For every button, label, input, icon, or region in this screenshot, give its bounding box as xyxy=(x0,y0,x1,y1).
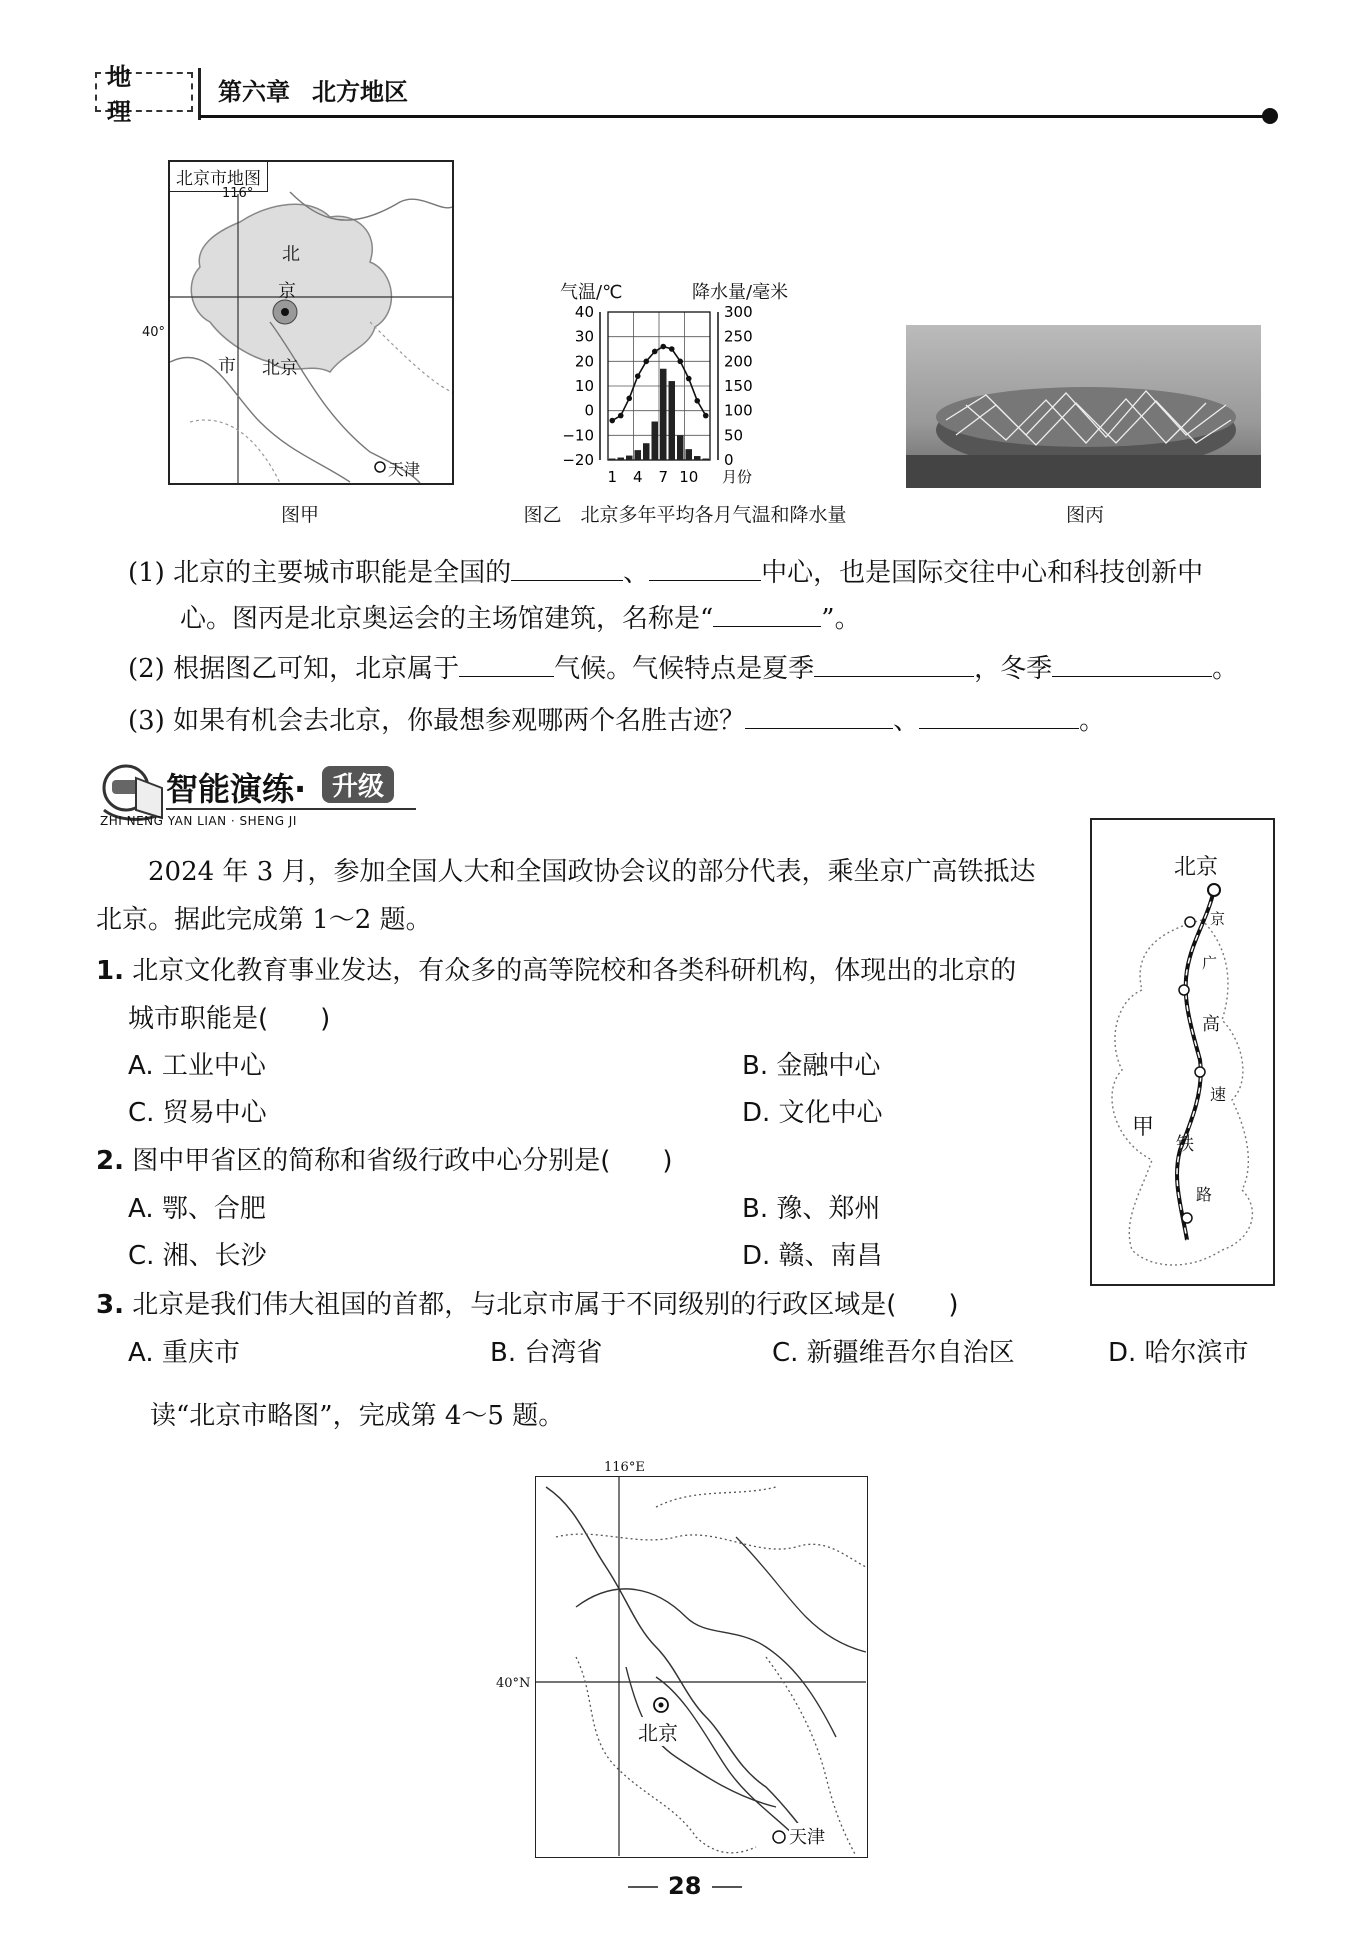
temperature-point-7 xyxy=(660,344,666,350)
precip-bar-8 xyxy=(669,381,676,460)
temperature-point-8 xyxy=(669,346,675,352)
fig-jia-caption: 图甲 xyxy=(280,504,319,526)
q2-option-c[interactable]: C. 湘、长沙 xyxy=(128,1241,267,1271)
chart-y-right-tick: 100 xyxy=(724,401,753,420)
q3-option-a[interactable]: A. 重庆市 xyxy=(128,1338,240,1368)
rail-map-drawing xyxy=(1092,820,1273,1284)
chart-y-left-tick: 40 xyxy=(574,303,594,321)
q1-blank-1[interactable] xyxy=(511,548,623,581)
fig-jia-lat-label: 40° xyxy=(142,325,166,340)
rail-map-beijing: 北京 xyxy=(1174,855,1219,880)
chart-y-left-tick: −20 xyxy=(562,451,594,469)
chart-y-left-tick: 20 xyxy=(574,352,594,371)
banner-title: 智能演练· xyxy=(166,770,307,808)
precip-bar-3 xyxy=(626,456,633,460)
page-number: 28 xyxy=(668,1872,702,1900)
passage-line-1: 2024 年 3 月，参加全国人大和全国政协会议的部分代表，乘坐京广高铁抵达 xyxy=(148,857,1036,887)
chart-y-right-tick: 50 xyxy=(724,426,744,445)
intro-q3: (3) 如果有机会去北京，你最想参观哪两个名胜古迹？ 、 。 xyxy=(128,696,1105,745)
chart-x-axis-label: 月份 xyxy=(722,468,753,486)
precip-bar-4 xyxy=(635,450,642,460)
chart-y-left-tick: 0 xyxy=(584,401,594,420)
temperature-point-10 xyxy=(686,376,692,382)
sketch-map-lon-label: 116°E xyxy=(604,1460,645,1475)
chart-y-left-tick: 10 xyxy=(574,377,594,395)
precip-bar-5 xyxy=(643,443,650,460)
chart-y-right-tick: 200 xyxy=(724,352,753,371)
subject-label: 地 理 xyxy=(95,72,193,112)
fig-jia-city-beijing: 北京 xyxy=(262,358,298,379)
rail-map-guang: 广 xyxy=(1202,954,1218,972)
fig-jia-label-jing: 京 xyxy=(278,281,296,302)
temperature-point-9 xyxy=(677,359,683,365)
q1-option-c[interactable]: C. 贸易中心 xyxy=(128,1098,267,1128)
page-number-rule-left xyxy=(628,1886,658,1888)
chart-y-right-tick: 250 xyxy=(724,327,753,346)
fig-jia-map xyxy=(168,160,454,485)
question-3-stem: 3. 北京是我们伟大祖国的首都，与北京市属于不同级别的行政区域是( ) xyxy=(96,1290,959,1320)
chart-x-tick: 1 xyxy=(607,468,618,486)
q3-option-d[interactable]: D. 哈尔滨市 xyxy=(1108,1338,1249,1368)
header-rule xyxy=(200,115,1270,118)
chart-y-left-tick: −10 xyxy=(562,426,594,445)
temperature-point-4 xyxy=(635,373,641,379)
q1-option-a[interactable]: A. 工业中心 xyxy=(128,1051,266,1081)
q1-blank-2[interactable] xyxy=(649,548,761,581)
header-rule-dot xyxy=(1262,108,1278,124)
rail-map-jia: 甲 xyxy=(1132,1115,1155,1140)
question-1-stem: 1. 北京文化教育事业发达，有众多的高等院校和各类科研机构，体现出的北京的 xyxy=(96,956,1017,986)
sketch-map-city-beijing: 北京 xyxy=(638,1717,678,1746)
sketch-map-city-tianjin: 天津 xyxy=(789,1823,825,1849)
fig-bing-stadium-photo xyxy=(906,325,1261,488)
stadium-illustration xyxy=(906,325,1261,488)
fig-yi-caption: 图乙 北京多年平均各月气温和降水量 xyxy=(523,504,847,526)
sketch-map-lat-label: 40°N xyxy=(496,1676,531,1691)
chapter-title: 北方地区 xyxy=(312,78,408,106)
intro-q2: (2) 根据图乙可知，北京属于 气候。气候特点是夏季 ，冬季 。 xyxy=(128,644,1238,693)
q2-option-d[interactable]: D. 赣、南昌 xyxy=(742,1241,883,1271)
precip-bar-12 xyxy=(703,459,710,460)
fig-jia-label-bei: 北 xyxy=(282,244,300,265)
temperature-point-5 xyxy=(643,359,649,365)
chart-ylabel-right: 降水量/毫米 xyxy=(692,282,789,303)
q1-blank-3[interactable] xyxy=(713,594,821,627)
climate-chart xyxy=(560,300,810,490)
q1-option-d[interactable]: D. 文化中心 xyxy=(742,1098,883,1128)
question-1-stem-cont: 城市职能是( ) xyxy=(128,1004,331,1034)
read-note: 读“北京市略图”，完成第 4～5 题。 xyxy=(150,1401,565,1431)
precip-bar-7 xyxy=(660,369,667,460)
rail-map-tie: 铁 xyxy=(1176,1134,1194,1155)
chart-ylabel-left: 气温/℃ xyxy=(560,282,623,303)
precip-bar-2 xyxy=(618,458,625,460)
fig-jia-lon-label: 116° xyxy=(222,186,254,201)
intro-q1-line2: 心。图丙是北京奥运会的主场馆建筑，名称是“ ”。 xyxy=(180,594,861,643)
passage-line-2: 北京。据此完成第 1～2 题。 xyxy=(96,905,432,935)
precip-bar-1 xyxy=(609,459,616,460)
chart-y-right-tick: 150 xyxy=(724,377,753,395)
temperature-point-1 xyxy=(609,418,615,424)
temperature-point-11 xyxy=(694,398,700,404)
rail-map xyxy=(1090,818,1275,1286)
q3-option-b[interactable]: B. 台湾省 xyxy=(490,1338,603,1368)
q2-blank-2[interactable] xyxy=(814,644,974,677)
intro-q1-line1: (1) 北京的主要城市职能是全国的 、 中心，也是国际交往中心和科技创新中 xyxy=(128,548,1203,597)
chapter-heading xyxy=(218,72,430,107)
fig-jia-map-drawing xyxy=(170,162,452,483)
precip-bar-6 xyxy=(652,422,659,460)
precip-bar-9 xyxy=(677,435,684,460)
q3-blank-2[interactable] xyxy=(919,696,1079,729)
chart-y-left-tick: 30 xyxy=(574,327,594,346)
banner-rule xyxy=(166,808,416,810)
q2-blank-1[interactable] xyxy=(459,644,554,677)
fig-jia-city-tianjin: 天津 xyxy=(388,460,421,479)
chart-y-right-tick: 0 xyxy=(724,451,734,469)
question-2-stem: 2. 图中甲省区的简称和省级行政中心分别是( ) xyxy=(96,1146,673,1176)
precip-bar-10 xyxy=(686,449,693,460)
chapter-number: 第六章 xyxy=(218,78,290,106)
temperature-point-12 xyxy=(703,413,709,419)
temperature-point-3 xyxy=(626,396,632,402)
sketch-map xyxy=(535,1476,868,1858)
temperature-point-2 xyxy=(618,413,624,419)
q3-blank-1[interactable] xyxy=(745,696,893,729)
temperature-point-6 xyxy=(652,349,658,355)
fig-bing-caption: 图丙 xyxy=(1065,504,1104,526)
q2-blank-3[interactable] xyxy=(1052,644,1212,677)
chart-y-right-tick: 300 xyxy=(724,303,753,321)
rail-map-lu: 路 xyxy=(1196,1185,1213,1204)
q1-option-b[interactable]: B. 金融中心 xyxy=(742,1051,881,1081)
sketch-map-drawing xyxy=(536,1477,866,1856)
chart-x-tick: 4 xyxy=(632,468,643,486)
banner-pinyin: ZHI NENG YAN LIAN · SHENG JI xyxy=(100,814,297,828)
fig-jia-label-shi: 市 xyxy=(218,356,236,377)
precip-bar-11 xyxy=(694,456,701,460)
rail-map-gao: 高 xyxy=(1202,1014,1220,1035)
q2-option-a[interactable]: A. 鄂、合肥 xyxy=(128,1194,266,1224)
rail-map-jing: 京 xyxy=(1210,910,1226,928)
header-divider xyxy=(198,68,201,120)
page-number-rule-right xyxy=(712,1886,742,1888)
chart-x-tick: 10 xyxy=(679,468,699,486)
banner-badge: 升级 xyxy=(322,766,394,803)
rail-map-su: 速 xyxy=(1210,1085,1227,1104)
q2-option-b[interactable]: B. 豫、郑州 xyxy=(742,1194,881,1224)
section-banner xyxy=(96,758,416,828)
fig-jia-map-title: 北京市地图 xyxy=(170,162,268,192)
chart-x-tick: 7 xyxy=(658,468,669,486)
q3-option-c[interactable]: C. 新疆维吾尔自治区 xyxy=(772,1338,1015,1368)
